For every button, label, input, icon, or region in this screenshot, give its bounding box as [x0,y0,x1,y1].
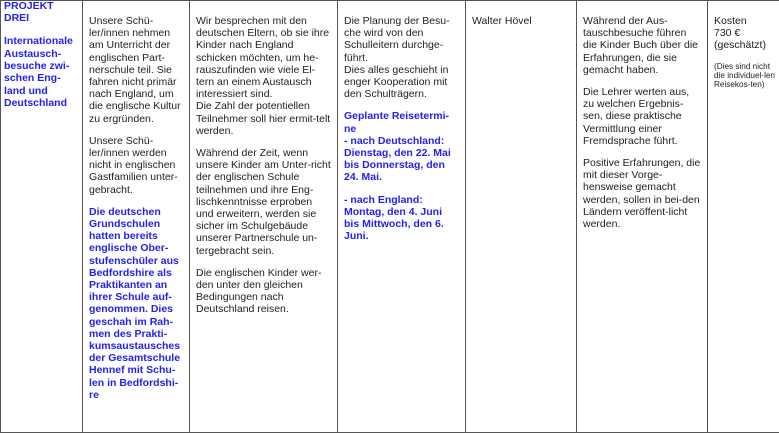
participation-text-3: Die deutschen Grundschulen hatten bereits englische Ober-stufenschüler aus Bedfordshire als Praktikanten an ihrer Schule auf-genommen. Dies geschah im Rah-men des Prakti-kumsaustausches der Gesamtschule Hennef mit Schu-len in Bedfordshi-re [89,205,181,401]
cost-note: (geschätzt) [714,39,766,52]
travel-dates-england: - nach England: Montag, den 4. Juni bis Mittwoch, den 6. Juni. [344,193,444,243]
contact-name: Walter Hövel [472,15,532,27]
cost-small-note: (Dies sind nicht die individuel-len Reisekos-ten) [714,61,775,90]
cost-value: 730 € [714,27,741,40]
contact-cell [466,1,577,433]
project-title-cell [1,1,83,433]
project-number: PROJEKT DREI [4,0,54,24]
parents-text-1b: Die Zahl der potentiellen Teilnehmer soll hier ermit-telt werden. [196,100,331,137]
travel-dates-heading: Geplante Reisetermi-ne [344,110,450,135]
planning-text-1b: Dies alles geschieht in enger Kooperation mit den Schulträgern. [344,63,449,101]
cost-label: Kosten [714,15,747,27]
planning-text-1: Die Planung der Besu-che wird von den Schulleitern durchge-führt. [344,15,450,64]
planning-cell [338,1,466,433]
travel-dates-germany: - nach Deutschland: Dienstag, den 22. Mai bis Donnerstag, den 24. Mai. [344,134,451,184]
participation-text-1: Unsere Schü-ler/innen nehmen am Unterricht der englischen Part-nerschule teil. Sie fahren nicht primär nach England, um die englische Kultur zu ergründen. [89,15,181,125]
evaluation-text-1: Während der Aus-tauschbesuche führen die Kinder Buch über die Erfahrungen, die sie gemacht haben. [583,15,698,76]
participation-cell [83,1,190,433]
cost-cell [708,1,779,433]
parents-text-3: Die englischen Kinder wer-den unter den gleichen Bedingungen nach Deutschland reisen. [196,266,322,316]
project-title: Internationale Austausch-besuche zwi-schen Eng-land und Deutschland [4,35,73,110]
participation-text-2: Unsere Schü-ler/innen werden nicht in englischen Gastfamilien unter-gebracht. [89,134,178,196]
evaluation-text-3: Positive Erfahrungen, die mit dieser Vorge-hensweise gemacht werden, sollen in bei-den Ländern veröffent-licht werden. [583,157,701,231]
evaluation-cell [577,1,708,433]
parents-text-2: Während der Zeit, wenn unsere Kinder am Unter-richt der englischen Schule teilnehmen und ihre Eng-lischkenntnisse erproben und erweitern, werden sie sicher im Schulgebäude unserer Partnerschule un-tergebracht sein. [196,147,331,257]
evaluation-text-2: Die Lehrer werten aus, zu welchen Ergebnis-sen, diese praktische Vermittlung einer Fremdsprache führt. [583,86,690,147]
parents-text-1: Wir besprechen mit den deutschen Eltern, ob sie ihre Kinder nach England schicken möchten, um he-rauszufinden wie viele El-tern an einem Austausch interessiert sind. [196,15,330,101]
table-row [1,1,779,433]
parents-cell [190,1,338,433]
